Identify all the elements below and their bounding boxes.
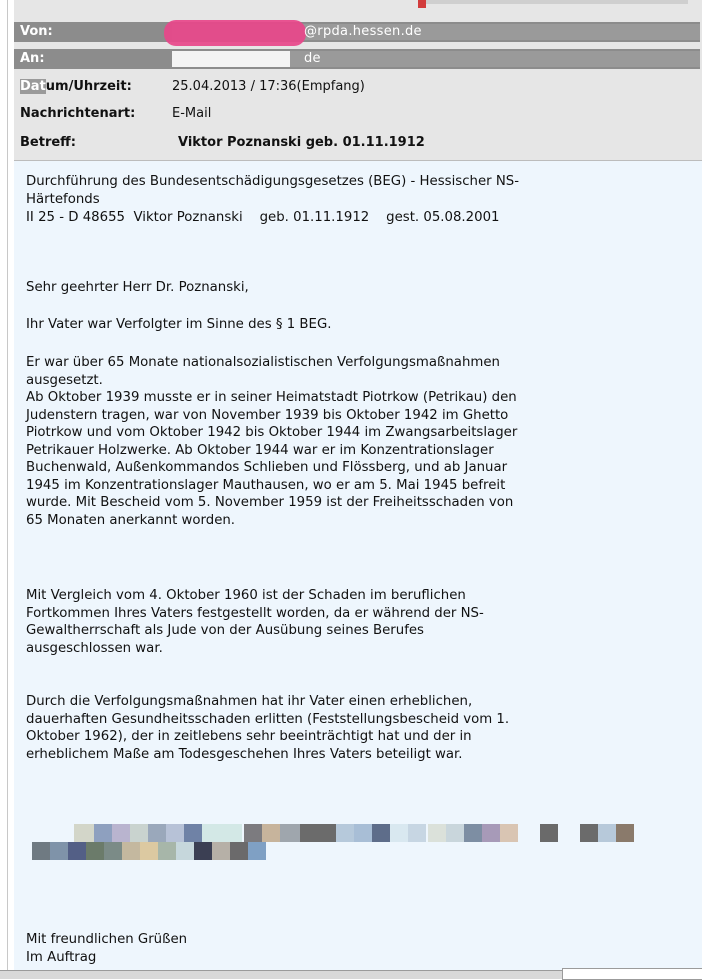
salutation: Sehr geehrter Herr Dr. Poznanski,	[26, 280, 249, 295]
type-row	[20, 104, 700, 124]
date-value: 25.04.2013 / 17:36(Empfang)	[172, 79, 365, 94]
left-divider	[7, 0, 8, 978]
paragraph-2: Er war über 65 Monate nationalsozialistischen Verfolgungsmaßnahmen ausgesetzt. Ab Oktober 1939 musste er in seiner Heimatstadt Piotrkow (Petrikau) den Judenstern tragen, war von November 1939 bis Oktober 1942 im Ghetto Piotrkow und vom Oktober 1942 bis Oktober 1944 im Zwangsarbeitslager Petrikauer Holzwerke. Ab Oktober 1944 war er im Konzentrationslager Buchenwald, Außenkommandos Schlieben und Flössberg, und ab Januar 1945 im Konzentrationslager Mauthausen, wo er am 5. Mai 1945 befreit wurde. Mit Bescheid vom 5. November 1959 ist der Freiheitsschaden von 65 Monaten anerkannt worden.	[26, 355, 518, 528]
subject-row	[20, 133, 700, 153]
date-label-rest: um/Uhrzeit:	[45, 79, 132, 94]
date-label-prefix: Dat	[20, 79, 46, 94]
bottom-control[interactable]	[562, 968, 702, 980]
message-window	[14, 0, 702, 978]
type-value: E-Mail	[172, 106, 212, 121]
date-label	[20, 77, 132, 97]
header-tab-marker	[418, 0, 426, 8]
pixelated-redaction	[26, 824, 666, 868]
paragraph-4: Durch die Verfolgungsmaßnahmen hat ihr Vater einen erheblichen, dauerhaften Gesundheitsschaden erlitten (Feststellungsbescheid vom 1. Oktober 1962), der in zeitlebens sehr beeinträchtigt hat und der in erheblichem Maße am Todesgeschehen Ihres Vaters beteiligt war.	[26, 694, 510, 762]
to-domain: de	[304, 51, 321, 66]
to-redaction	[172, 51, 290, 67]
body-line-3: II 25 - D 48655 Viktor Poznanski geb. 01.11.1912 gest. 05.08.2001	[26, 210, 500, 225]
left-border	[0, 0, 14, 978]
body-line-2: Härtefonds	[26, 192, 100, 207]
from-label: Von:	[20, 24, 53, 39]
to-label: An:	[20, 51, 45, 66]
paragraph-3: Mit Vergleich vom 4. Oktober 1960 ist der Schaden im beruflichen Fortkommen Ihres Vaters festgestellt worden, da er während der NS- Gewaltherrschaft als Jude von der Ausübung seines Berufes ausgeschlossen war.	[26, 588, 484, 656]
subject-label: Betreff:	[20, 135, 76, 150]
to-row	[14, 49, 700, 69]
date-row	[20, 77, 700, 97]
paragraph-1: Ihr Vater war Verfolgter im Sinne des § 1 BEG.	[26, 317, 332, 332]
subject-value: Viktor Poznanski geb. 01.11.1912	[178, 135, 425, 150]
from-row	[14, 22, 700, 42]
from-domain: @rpda.hessen.de	[304, 24, 422, 39]
message-header	[14, 0, 702, 160]
body-line-1: Durchführung des Bundesentschädigungsgesetzes (BEG) - Hessischer NS-	[26, 174, 520, 189]
closing-signature: Im Auftrag	[26, 950, 97, 965]
type-label: Nachrichtenart:	[20, 106, 136, 121]
closing-greeting: Mit freundlichen Grüßen	[26, 932, 188, 947]
redaction-highlight	[164, 20, 306, 46]
header-tab-strip	[418, 0, 688, 4]
